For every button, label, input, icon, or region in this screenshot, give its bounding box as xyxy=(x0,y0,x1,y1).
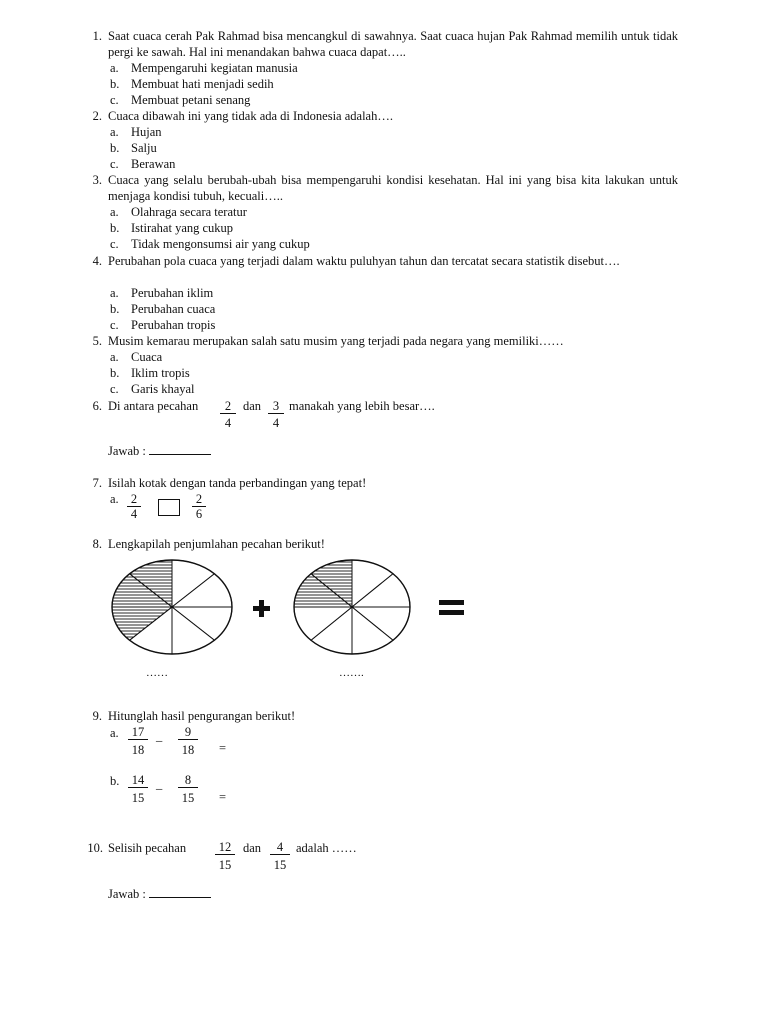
fraction-numerator: 2 xyxy=(220,399,236,414)
fraction xyxy=(128,725,148,757)
fraction-numerator: 14 xyxy=(128,773,148,788)
option-text: Perubahan iklim xyxy=(131,286,214,300)
question-text: Cuaca yang selalu berubah-ubah bisa mempengaruhi kondisi kesehatan. Hal ini yang bisa kita lakukan untuk menjaga kondisi tubuh, kecuali….. xyxy=(108,173,678,203)
fraction-numerator: 3 xyxy=(268,399,284,414)
question-number: 8. xyxy=(92,537,102,551)
fraction-numerator: 9 xyxy=(178,725,198,740)
question-text: Musim kemarau merupakan salah satu musim yang terjadi pada negara yang memiliki…… xyxy=(108,334,564,348)
question-text: dan xyxy=(243,841,262,855)
option-label: a. xyxy=(110,125,119,139)
fraction-denominator: 15 xyxy=(273,858,287,872)
option-text: Perubahan tropis xyxy=(131,318,216,332)
fraction-circle-left xyxy=(112,560,232,654)
fraction-denominator: 4 xyxy=(130,507,138,521)
option-text: Perubahan cuaca xyxy=(131,302,216,316)
answer-label: Jawab : xyxy=(108,887,146,901)
question-number: 9. xyxy=(92,709,102,723)
question-text: Selisih pecahan xyxy=(108,841,187,855)
fraction-numerator: 12 xyxy=(215,840,235,855)
fraction-denominator: 18 xyxy=(131,743,145,757)
fraction xyxy=(215,840,235,872)
question-text: manakah yang lebih besar…. xyxy=(289,399,435,413)
option-label: b. xyxy=(110,221,120,235)
equals-text: = xyxy=(219,741,227,755)
fraction-circle-right xyxy=(294,560,410,654)
option-label: c. xyxy=(110,382,119,396)
fraction-denominator: 4 xyxy=(224,416,232,430)
fraction-denominator: 18 xyxy=(181,743,195,757)
option-text: Salju xyxy=(131,141,157,155)
item-label: a. xyxy=(110,492,119,506)
fraction-denominator: 6 xyxy=(195,507,203,521)
option-text: Garis khayal xyxy=(131,382,195,396)
question-text: Saat cuaca cerah Pak Rahmad bisa mencangkul di sawahnya. Saat cuaca hujan Pak Rahmad memilih untuk tidak pergi ke sawah. Hal ini menandakan bahwa cuaca dapat….. xyxy=(108,29,678,59)
answer-blank[interactable] xyxy=(149,885,211,898)
question-number: 10. xyxy=(87,841,103,855)
question-number: 7. xyxy=(92,476,102,490)
question-text: adalah …… xyxy=(296,841,357,855)
fraction-numerator: 8 xyxy=(178,773,198,788)
fraction-numerator: 2 xyxy=(127,492,141,507)
question-number: 5. xyxy=(92,334,102,348)
answer-blank[interactable]: ……. xyxy=(339,667,364,679)
fraction-denominator: 4 xyxy=(272,416,280,430)
option-label: c. xyxy=(110,93,119,107)
option-text: Mempengaruhi kegiatan manusia xyxy=(131,61,298,75)
answer-label: Jawab : xyxy=(108,444,146,458)
question-text: Di antara pecahan xyxy=(108,399,199,413)
option-text: Hujan xyxy=(131,125,162,139)
item-label: b. xyxy=(110,774,120,788)
option-label: c. xyxy=(110,157,119,171)
equals-sign xyxy=(439,600,464,615)
plus-sign xyxy=(253,600,270,617)
option-text: Tidak mengonsumsi air yang cukup xyxy=(131,237,310,251)
question-number: 4. xyxy=(92,254,102,268)
option-text: Cuaca xyxy=(131,350,163,364)
answer-line[interactable] xyxy=(108,885,211,902)
question-text: Perubahan pola cuaca yang terjadi dalam waktu puluhyan tahun dan tercatat secara statistik disebut…. xyxy=(108,254,620,268)
fraction xyxy=(178,773,198,805)
fraction-denominator: 15 xyxy=(181,791,195,805)
equals-text: = xyxy=(219,790,227,804)
fraction-numerator: 2 xyxy=(192,492,206,507)
fraction-numerator: 17 xyxy=(128,725,148,740)
question-number: 2. xyxy=(92,109,102,123)
question-text: dan xyxy=(243,399,262,413)
question-text: Lengkapilah penjumlahan pecahan berikut! xyxy=(108,537,325,551)
fraction-denominator: 15 xyxy=(131,791,145,805)
fraction-numerator: 4 xyxy=(270,840,290,855)
option-text: Berawan xyxy=(131,157,176,171)
option-label: a. xyxy=(110,286,119,300)
option-label: b. xyxy=(110,141,120,155)
question-number: 6. xyxy=(92,399,102,413)
item-label: a. xyxy=(110,726,119,740)
question-text: Cuaca dibawah ini yang tidak ada di Indonesia adalah…. xyxy=(108,109,393,123)
option-label: b. xyxy=(110,77,120,91)
option-label: a. xyxy=(110,61,119,75)
fraction xyxy=(270,840,290,872)
fraction xyxy=(128,773,148,805)
option-text: Iklim tropis xyxy=(131,366,190,380)
option-label: b. xyxy=(110,302,120,316)
option-text: Membuat petani senang xyxy=(131,93,251,107)
fraction xyxy=(178,725,198,757)
option-label: a. xyxy=(110,350,119,364)
answer-blank[interactable]: …… xyxy=(146,667,168,679)
option-label: a. xyxy=(110,205,119,219)
option-text: Membuat hati menjadi sedih xyxy=(131,77,274,91)
question-number: 1. xyxy=(92,29,102,43)
fraction-denominator: 15 xyxy=(218,858,232,872)
option-text: Olahraga secara teratur xyxy=(131,205,247,219)
minus-sign: _ xyxy=(156,777,163,791)
option-text: Istirahat yang cukup xyxy=(131,221,234,235)
minus-sign: _ xyxy=(156,729,163,743)
option-label: c. xyxy=(110,237,119,251)
option-label: b. xyxy=(110,366,120,380)
question-number: 3. xyxy=(92,173,102,187)
question-text: Hitunglah hasil pengurangan berikut! xyxy=(108,709,296,723)
option-label: c. xyxy=(110,318,119,332)
question-text: Isilah kotak dengan tanda perbandingan yang tepat! xyxy=(108,476,367,490)
